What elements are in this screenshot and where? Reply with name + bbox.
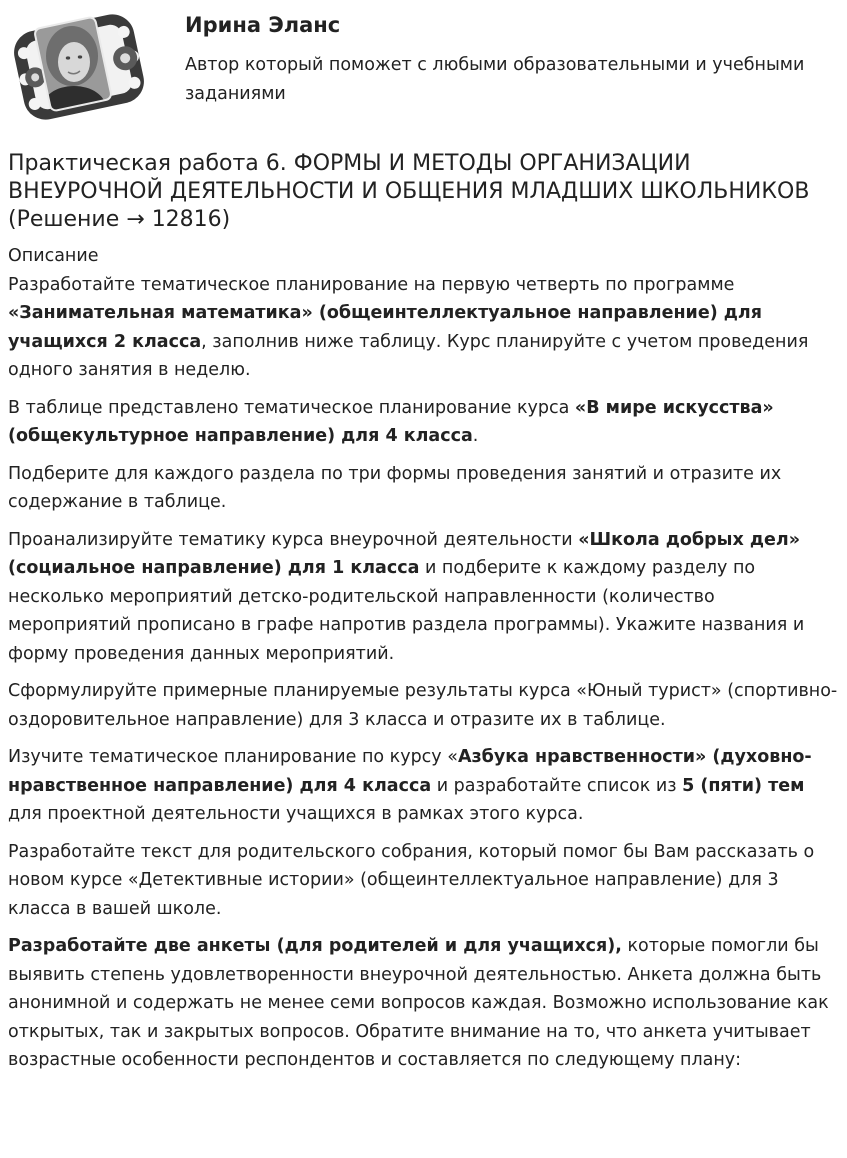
description-label: Описание [8, 246, 99, 266]
task-content [8, 150, 840, 1084]
paragraph-5 [8, 677, 840, 734]
paragraph-2 [8, 394, 840, 451]
paragraph-6-text-3: для проектной деятельности учащихся в рамках этого курса. [8, 804, 584, 824]
paragraph-7 [8, 838, 840, 924]
paragraph-1 [8, 271, 840, 385]
paragraph-7-text-1: Разработайте текст для родительского собрания, который помог бы Вам рассказать о новом курсе «Детективные истории» (общеинтеллектуальное направление) для 3 класса в вашей школе. [8, 841, 815, 919]
paragraph-2-bold-1: «В мире искусства» (общекультурное направление) для 4 класса [8, 397, 774, 446]
paragraph-4-bold-1: «Школа добрых дел» (социальное направление) для 1 класса [8, 529, 801, 578]
author-description: Автор который поможет с любыми образовательными и учебными заданиями [185, 55, 805, 104]
paragraph-6 [8, 743, 840, 829]
paragraph-8 [8, 932, 840, 1075]
paragraph-1-bold-1: «Занимательная математика» (общеинтеллектуальное направление) для учащихся 2 класса [8, 303, 762, 352]
paragraph-6-bold-1: Азбука нравственности» (духовно-нравственное направление) для 4 класса [8, 747, 812, 796]
paragraph-4-text-2: и подберите к каждому разделу по несколько мероприятий детско-родительской направленности (количество мероприятий прописано в графе напротив раздела программы). Укажите названия и форму проведения данных мероприятий. [8, 558, 805, 664]
paragraph-6-text-1: Изучите тематическое планирование по курсу « [8, 747, 458, 767]
paragraph-4 [8, 526, 840, 669]
paragraph-2-text-2: . [472, 426, 479, 446]
author-card [8, 8, 838, 128]
avatar [8, 8, 150, 126]
paragraph-1-text-2: , заполнив ниже таблицу. Курс планируйте с учетом проведения одного занятия в неделю. [8, 331, 809, 380]
paragraph-2-text-1: В таблице представлено тематическое планирование курса [8, 397, 575, 418]
paragraph-8-text-1: которые помогли бы выявить степень удовлетворенности внеурочной деятельностью. Анкета должна быть анонимной и содержать не менее семи вопросов каждая. Возможно использование как открытых, так и закрытых вопросов. Обратите внимание на то, что анкета учитывает возрастные особенности респондентов и составляется по следующему плану: [8, 936, 829, 1070]
paragraph-8-bold-1: Разработайте две анкеты (для родителей и для учащихся), [8, 936, 622, 956]
page-title: Практическая работа 6. ФОРМЫ И МЕТОДЫ ОРГАНИЗАЦИИ ВНЕУРОЧНОЙ ДЕЯТЕЛЬНОСТИ И ОБЩЕНИЯ МЛАДШИХ ШКОЛЬНИКОВ (Решение → 12816) [8, 151, 810, 232]
paragraph-4-text-1: Проанализируйте тематику курса внеурочной деятельности [8, 529, 579, 550]
author-name: Ирина Эланс [185, 13, 341, 37]
avatar-film-frame-icon [8, 8, 150, 126]
paragraph-3-text-1: Подберите для каждого раздела по три формы проведения занятий и отразите их содержание в таблице. [8, 463, 782, 512]
paragraph-1-text-1: Разработайте тематическое планирование на первую четверть по программе [8, 274, 735, 295]
paragraph-3 [8, 460, 840, 517]
author-info [185, 8, 825, 109]
paragraph-6-bold-2: 5 (пяти) тем [682, 775, 805, 796]
paragraph-6-text-2: и разработайте список из [431, 775, 683, 796]
paragraph-5-text-1: Сформулируйте примерные планируемые результаты курса «Юный турист» (спортивно-оздоровительное направление) для 3 класса и отразите их в таблице. [8, 681, 838, 730]
